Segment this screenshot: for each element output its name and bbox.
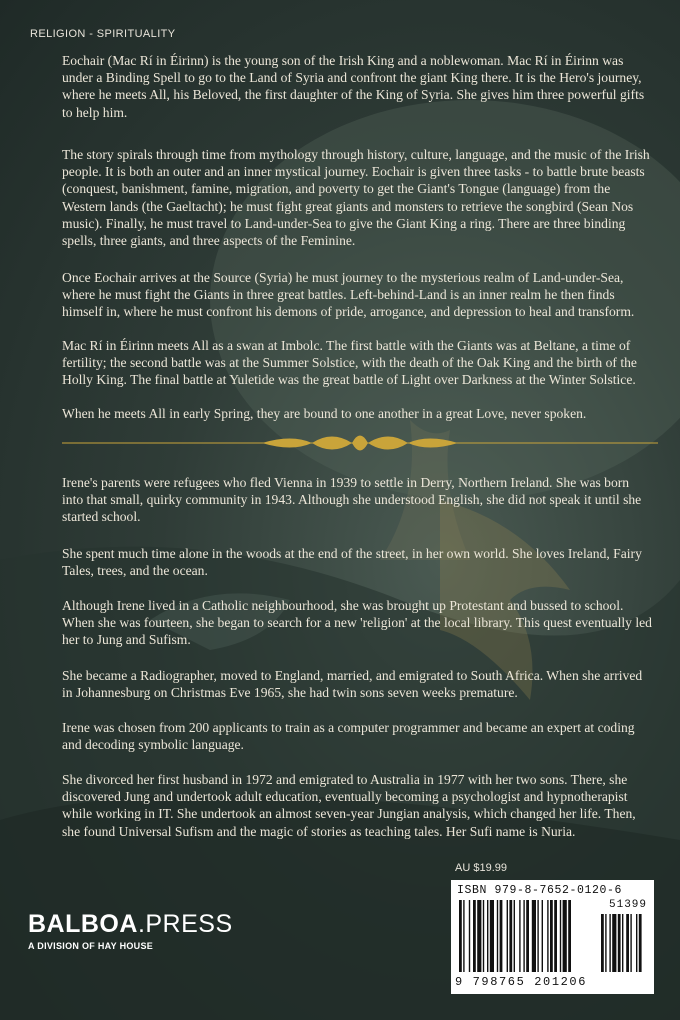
barcode-bar <box>554 900 557 972</box>
barcode-addon-bar <box>626 914 629 972</box>
synopsis-paragraph-2: The story spirals through time from mythology through history, culture, language, and the music of the Irish people. It is both an outer and an inner mystical journey. Eochair is given three tasks - to battle brute beasts (conquest, banishment, famine, migration, and poverty to get the Giant's Tongue (language) from the Western lands (the Gaeltacht); he must fight great giants and monsters to retrieve the songbird (Sean Nos music). Finally, he must travel to Land-under-Sea to give the Giant King a ring. There are three binding spells, three giants, and three aspects of the Feminine. <box>62 147 650 249</box>
synopsis-paragraph-3: Once Eochair arrives at the Source (Syria) he must journey to the mysterious realm of Land-under-Sea, where he must fight the Giants in three great battles. Left-behind-Land is an inner realm he then finds himself in, where he must confront his demons of pride, arrogance, and depression to heal and transform. <box>62 270 635 320</box>
bio-paragraph-3: Although Irene lived in a Catholic neighbourhood, she was brought up Protestant and bussed to school. When she was fourteen, she began to search for a new 'religion' at the local library. This quest eventually led her to Jung and Sufism. <box>62 598 652 648</box>
barcode-bar <box>469 900 470 972</box>
barcode-bar <box>509 900 512 972</box>
barcode-addon-bar <box>618 914 621 972</box>
synopsis-paragraph-1: Eochair (Mac Rí in Éirinn) is the young son of the Irish King and a noblewoman. Mac Rí in Éirinn was under a Binding Spell to go to the Land of Syria and confront the giant King there. It is the Hero's journey, where he meets All, his Beloved, the first daughter of the King of Syria. She gives him three powerful gifts to help him. <box>62 53 645 120</box>
bio-paragraph-2: She spent much time alone in the woods at the end of the street, in her own world. She loves Ireland, Fairy Tales, trees, and the ocean. <box>62 546 642 579</box>
barcode-bar <box>473 900 476 972</box>
bio-paragraph-1: Irene's parents were refugees who fled Vienna in 1939 to settle in Derry, Northern Ireland. She was born into that small, quirky community in 1943. Although she understood English, she did not speak it until she started school. <box>62 475 642 525</box>
barcode-addon-bar <box>639 914 642 972</box>
publisher-name-light: .PRESS <box>137 910 233 938</box>
publisher-logo <box>28 910 233 951</box>
barcode-bar <box>507 900 508 972</box>
publisher-name-bold: BALBOA <box>28 910 138 938</box>
barcode-addon-bar <box>612 914 616 972</box>
bio-paragraph-5: Irene was chosen from 200 applicants to train as a computer programmer and became an expert at coding and decoding symbolic language. <box>62 720 635 753</box>
barcode-addon-bar <box>630 914 631 972</box>
barcode-bar <box>483 900 484 972</box>
barcode-bar <box>526 900 529 972</box>
barcode-bar <box>490 900 494 972</box>
barcode-bar <box>542 900 543 972</box>
barcode-bar <box>563 900 567 972</box>
barcode-bar <box>500 900 503 972</box>
bio-paragraph-4: She became a Radiographer, moved to England, married, and emigrated to South Africa. When she arrived in Johannesburg on Christmas Eve 1965, she had twin sons seven weeks premature. <box>62 668 643 701</box>
barcode-addon-bar <box>609 914 610 972</box>
barcode-addon-number: 51399 <box>609 899 648 911</box>
isbn-label: ISBN 979-8-7652-0120-6 <box>457 884 623 897</box>
barcode-bar <box>519 900 520 972</box>
barcode-bar <box>547 900 548 972</box>
barcode-bar <box>523 900 524 972</box>
isbn-barcode <box>451 880 654 994</box>
barcode-bar <box>550 900 553 972</box>
barcode-addon-bar <box>636 914 637 972</box>
barcode-bar <box>459 900 462 972</box>
publisher-subtitle: A DIVISION OF HAY HOUSE <box>28 941 154 951</box>
synopsis-paragraph-5: When he meets All in early Spring, they are bound to one another in a great Love, never spoken. <box>62 406 587 421</box>
barcode-bar <box>497 900 498 972</box>
barcode-bar <box>568 900 571 972</box>
barcode-bar <box>537 900 538 972</box>
barcode-addon-bar <box>605 914 606 972</box>
barcode-bar <box>463 900 464 972</box>
barcode-bar <box>560 900 561 972</box>
barcode-addon-bar <box>622 914 623 972</box>
barcode-bar <box>514 900 515 972</box>
barcode-bar <box>532 900 536 972</box>
barcode-addon-bar <box>601 914 604 972</box>
synopsis-paragraph-4: Mac Rí in Éirinn meets All as a swan at Imbolc. The first battle with the Giants was at Beltane, a time of fertility; the second battle was at the Summer Solstice, with the death of the Oak King and the birth of the Holly King. The final battle at Yuletide was the great battle of Light over Darkness at the Winter Solstice. <box>62 338 637 388</box>
barcode-bar <box>487 900 488 972</box>
ornamental-divider <box>62 428 658 458</box>
bio-paragraph-6: She divorced her first husband in 1972 and emigrated to Australia in 1977 with her two sons. There, she discovered Jung and undertook adult education, eventually becoming a psychologist and hypnotherapist while working in IT. She undertook an almost seven-year Jungian analysis, which changed her life. Then, she found Universal Sufism and the magic of stories as teaching tales. Her Sufi name is Nuria. <box>62 772 636 839</box>
barcode-digits: 9 798765 201206 <box>455 975 588 989</box>
barcode-bar <box>477 900 481 972</box>
price-label: AU $19.99 <box>455 862 507 874</box>
category-label: RELIGION - SPIRITUALITY <box>30 28 176 40</box>
